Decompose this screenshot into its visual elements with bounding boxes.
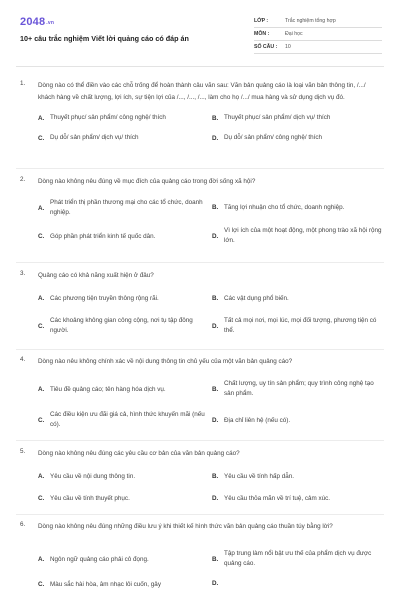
option-letter: D. (212, 322, 219, 330)
options (38, 537, 378, 589)
option-a[interactable] (38, 385, 208, 396)
option-d[interactable] (212, 494, 382, 505)
option-c[interactable] (38, 494, 208, 505)
option-a[interactable] (38, 294, 208, 305)
option-a[interactable] (38, 113, 208, 124)
option-letter: C. (38, 233, 45, 241)
option-c[interactable] (38, 316, 208, 337)
meta-label: SỐ CÂU : (254, 44, 278, 50)
document-title: 10+ câu trắc nghiệm Viết lời quảng cáo có đáp án (20, 34, 189, 43)
option-letter: A. (38, 295, 45, 303)
meta-value: Trắc nghiệm tổng hợp (285, 18, 336, 24)
option-text: Thuyết phục/ sản phẩm/ dịch vụ/ thích (224, 114, 331, 121)
option-text: Tăng lợi nhuận cho tổ chức, doanh nghiệp. (224, 203, 345, 211)
option-text: Yêu cầu về tính thuyết phục. (50, 494, 130, 502)
option-text: Tiêu đề quảng cáo; tên hàng hóa dịch vụ. (50, 385, 166, 393)
option-text: Các khoảng không gian công cộng, nơi tụ tập đông người. (50, 316, 193, 334)
option-text: Tất cả mọi nơi, mọi lúc, mọi đối tượng, phương tiện có thể. (224, 316, 377, 334)
option-b[interactable] (212, 472, 382, 483)
option-letter: A. (38, 473, 45, 481)
option-b[interactable] (212, 294, 382, 305)
question-text: Dòng nào không nêu đúng những điều lưu ý khi thiết kế hình thức văn bản quảng cáo thuần túy bằng lời? (38, 523, 333, 530)
options (38, 107, 378, 149)
option-text: Màu sắc hài hòa, âm nhạc lôi cuốn, gây (50, 580, 161, 588)
option-letter: D. (212, 134, 219, 142)
option-text: Dụ dỗ/ sản phẩm/ dịch vụ/ thích (50, 134, 139, 141)
option-a[interactable] (38, 472, 208, 483)
header-divider (16, 66, 384, 67)
meta-label: MÔN : (254, 31, 270, 37)
option-b[interactable] (212, 549, 382, 570)
question-text: Dòng nào không nêu đúng các yêu cầu cơ bản của văn bản quảng cáo? (38, 450, 240, 457)
option-text: Dụ dỗ/ sản phẩm/ công nghệ/ thích (224, 134, 323, 141)
option-text: Phát triển thị phần thương mại cho các tổ chức, doanh nghiệp. (50, 198, 203, 216)
question-text: Dòng nào nêu không chính xác về nội dung thông tin chủ yếu của một văn bản quảng cáo? (38, 358, 293, 365)
option-letter: D. (212, 495, 219, 503)
option-b[interactable] (212, 379, 382, 400)
site-logo[interactable] (20, 16, 54, 28)
question-text: Dòng nào không nêu đúng về mục đích của quảng cáo trong đời sống xã hội? (38, 178, 256, 185)
meta-label: LỚP : (254, 18, 269, 24)
option-text: Ngôn ngữ quảng cáo phải cô đọng. (50, 555, 149, 563)
option-letter: B. (212, 555, 219, 563)
question-number: 5. (20, 448, 26, 455)
option-d[interactable] (212, 416, 382, 427)
option-text: Các vật dụng phổ biến. (224, 294, 289, 302)
option-letter: A. (38, 204, 45, 212)
meta-row-count (254, 42, 382, 54)
option-d[interactable] (212, 580, 382, 587)
option-c[interactable] (38, 232, 208, 243)
option-text: Góp phần phát triển kinh tế quốc dân. (50, 232, 156, 240)
question-1 (0, 80, 400, 149)
option-text: Yêu cầu về tính hấp dẫn. (224, 472, 295, 480)
question-number: 1. (20, 80, 26, 87)
option-letter: C. (38, 416, 45, 424)
option-letter: C. (38, 495, 45, 503)
question-number: 6. (20, 521, 26, 528)
option-letter: B. (212, 473, 219, 481)
meta-value: Đại học (285, 31, 303, 37)
question-number: 4. (20, 356, 26, 363)
question-number: 2. (20, 176, 26, 183)
option-text: Vì lợi ích của một hoạt động, một phong trào xã hội rộng lớn. (224, 226, 382, 244)
option-c[interactable] (38, 133, 208, 144)
question-2 (0, 176, 400, 250)
option-letter: B. (212, 204, 219, 212)
options (38, 286, 378, 344)
option-letter: B. (212, 114, 219, 122)
question-6 (0, 521, 400, 589)
logo-main: 2048 (20, 16, 46, 28)
option-text: Chất lượng, uy tín sản phẩm; quy trình công nghệ tạo sản phẩm. (224, 379, 374, 397)
meta-row-class (254, 16, 382, 28)
option-b[interactable] (212, 113, 382, 124)
option-text: Yêu cầu về nội dung thông tin. (50, 472, 136, 480)
options (38, 192, 382, 250)
option-b[interactable] (212, 203, 382, 214)
logo-suffix: .vn (46, 20, 55, 26)
question-number: 3. (20, 270, 26, 277)
question-3 (0, 270, 400, 344)
question-divider (16, 349, 384, 350)
option-d[interactable] (212, 133, 382, 144)
option-letter: C. (38, 134, 45, 142)
option-letter: A. (38, 114, 45, 122)
question-divider (16, 440, 384, 441)
question-4 (0, 356, 400, 436)
question-divider (16, 168, 384, 169)
option-text: Các phương tiện truyền thông rộng rãi. (50, 294, 159, 302)
option-text: Tập trung làm nổi bật ưu thế của phẩm dịch vụ được quảng cáo. (224, 549, 372, 567)
meta-row-subject (254, 29, 382, 41)
question-text: Quảng cáo có khả năng xuất hiện ở đâu? (38, 272, 154, 279)
option-letter: D. (212, 579, 219, 587)
option-letter: B. (212, 295, 219, 303)
question-divider (16, 514, 384, 515)
option-a[interactable] (38, 555, 208, 566)
question-divider (16, 262, 384, 263)
question-text: Dòng nào có thể điền vào các chỗ trống để hoàn thành câu văn sau: Văn bản quảng cáo là loại văn bản thông tin, /.../ khách hàng về chất lượng, lợi ích, sự tiện lợi của /..., /..., /..., làm cho họ /.../ mua hàng và sử dụng dịch vụ đó. (38, 82, 366, 101)
option-text: Các điều kiện ưu đãi giá cả, hình thức khuyến mãi (nếu có). (50, 410, 205, 428)
question-5 (0, 448, 400, 508)
options (38, 372, 378, 436)
option-d[interactable] (212, 316, 382, 337)
option-letter: D. (212, 232, 219, 240)
option-text: Địa chỉ liên hệ (nếu có). (224, 416, 291, 424)
option-text: Thuyết phục/ sản phẩm/ công nghệ/ thích (50, 114, 166, 121)
option-letter: C. (38, 581, 45, 589)
document-header (0, 0, 400, 62)
option-letter: B. (212, 385, 219, 393)
option-c[interactable] (38, 410, 208, 431)
option-a[interactable] (38, 198, 208, 219)
meta-value: 10 (285, 44, 291, 50)
option-letter: D. (212, 417, 219, 425)
option-d[interactable] (212, 226, 382, 247)
option-letter: C. (38, 322, 45, 330)
option-letter: A. (38, 556, 45, 564)
option-letter: A. (38, 386, 45, 394)
option-text: Yêu cầu thỏa mãn về trí tuệ, cảm xúc. (224, 494, 331, 502)
meta-info (254, 16, 382, 55)
options (38, 464, 378, 508)
option-c[interactable] (38, 580, 208, 591)
